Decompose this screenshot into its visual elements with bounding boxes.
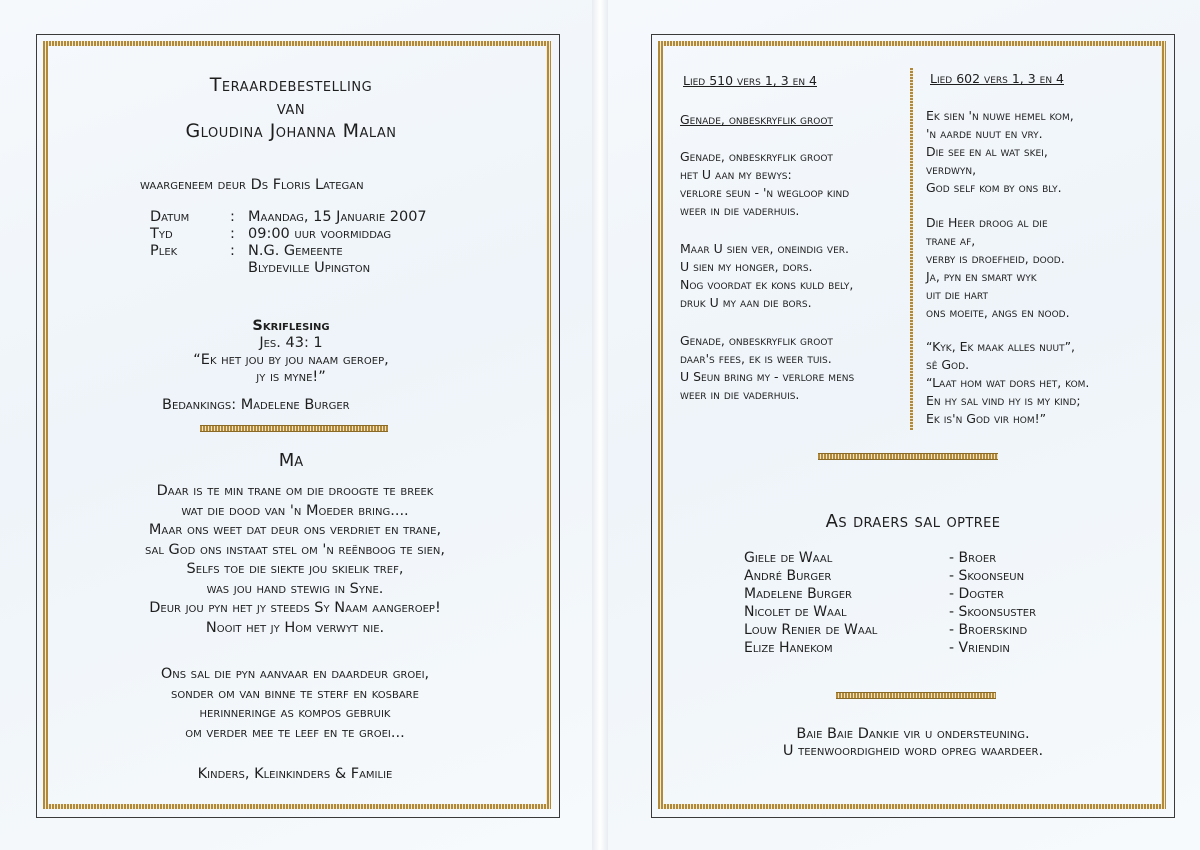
heading-line: Teraardebestelling (209, 74, 373, 96)
bearer-name: Giele de Waal (744, 550, 833, 566)
detail-sep: : (230, 209, 235, 225)
poem-line: herinneringe as kompos gebruik (199, 705, 391, 721)
hymn-line: verby is droefheid, dood. (926, 251, 1065, 266)
hymn-line: sê God. (926, 357, 970, 372)
scripture-ref: Jes. 43: 1 (259, 335, 323, 351)
hymn-line: U Seun bring my - verlore mens (680, 369, 855, 384)
heading-line: van (276, 97, 306, 119)
hymn-line: 'n aarde nuut en vry. (926, 126, 1043, 141)
scripture-line: “Ek het jou by jou naam geroep, (193, 352, 389, 368)
detail-value: N.G. Gemeente (248, 243, 343, 259)
hymn-line: En hy sal vind hy is my kind; (926, 393, 1081, 408)
detail-label: Tyd (150, 226, 173, 242)
bearer-name: Louw Renier de Waal (744, 622, 878, 638)
bearer-name: André Burger (744, 568, 832, 584)
hymn-line: Ek sien 'n nuwe hemel kom, (926, 108, 1074, 123)
hymn2-stanza (926, 214, 1070, 322)
hymn-line: uit die hart (926, 287, 988, 302)
bearer-name: Elize Hanekom (744, 640, 833, 656)
divider (836, 692, 996, 699)
bearer-role: - Skoonsuster (949, 604, 1037, 620)
closing-line: U teenwoordigheid word opreg waardeer. (782, 743, 1044, 759)
hymn-line: trane af, (926, 233, 976, 248)
hymn-line: verlore seun - 'n wegloop kind (680, 185, 850, 200)
hymn1-stanza (680, 332, 854, 404)
detail-label: Plek (150, 243, 178, 259)
hymn-line: “Kyk, Ek maak alles nuut”, (926, 339, 1076, 354)
detail-value: 09:00 uur voormiddag (248, 226, 392, 242)
bearers-title: As draers sal optree (825, 511, 1001, 532)
poem-line: Nooit het jy Hom verwyt nie. (205, 619, 385, 636)
officiant: waargeneem deur Ds Floris Lategan (140, 177, 364, 193)
bearer-name: Madelene Burger (744, 586, 852, 602)
bearer-role: - Dogter (949, 586, 1004, 602)
hymn1-title: Lied 510 vers 1, 3 en 4 (683, 73, 817, 88)
hymn-line: ons moeite, angs en nood. (926, 305, 1070, 320)
hymn-line: Ek is'n God vir hom!” (926, 411, 1047, 426)
poem-line: sonder om van binne te sterf en kosbare (171, 685, 419, 702)
poem-line: Deur jou pyn het jy steeds Sy Naam aangeroep! (149, 600, 441, 616)
scripture-title: Skriflesing (252, 318, 330, 334)
right-page (608, 0, 1200, 850)
bearer-role: - Broer (949, 550, 997, 566)
hymn-line: weer in die vaderhuis. (680, 203, 800, 218)
poem-line: was jou hand stewig in Syne. (206, 580, 384, 597)
hymn-line: het U aan my bewys: (680, 167, 792, 182)
detail-value: Maandag, 15 Januarie 2007 (248, 209, 427, 225)
service-details (150, 209, 488, 277)
bearer-role: - Broerskind (949, 622, 1028, 638)
poem-line: om verder mee te leef en te groei... (185, 724, 405, 741)
detail-sep: : (230, 243, 235, 259)
page-fold (592, 0, 608, 850)
poem-line: Selfs toe die siekte jou skielik tref, (186, 561, 404, 577)
detail-sep: : (230, 226, 235, 242)
hymn-line: druk U my aan die bors. (680, 295, 812, 310)
thanks-line: Bedankings: Madelene Burger (162, 397, 350, 413)
divider (818, 453, 998, 460)
bearer-role: - Vriendin (949, 640, 1010, 656)
hymn-line: Die see en al wat skei, (926, 144, 1048, 159)
poem-stanza-2 (60, 665, 530, 743)
bearers-list (744, 549, 1079, 657)
hymn-line: weer in die vaderhuis. (680, 387, 800, 402)
scripture-line: jy is myne!” (256, 369, 326, 385)
hymn1-stanza (680, 240, 853, 312)
detail-label: Datum (150, 209, 190, 225)
column-divider (910, 68, 913, 430)
funeral-heading (60, 74, 522, 143)
poem-line: Ons sal die pyn aanvaar en daardeur groei, (160, 666, 430, 682)
poem-line: Daar is te min trane om die droogte te breek (156, 483, 434, 499)
poem-title: Ma (278, 450, 304, 471)
detail-label (150, 260, 230, 277)
poem-line: sal God ons instaat stel om 'n reënboog te sien, (144, 541, 446, 558)
hymn-line: Nog voordat ek kons kuld bely, (680, 277, 854, 292)
poem-stanza-1 (60, 482, 530, 638)
hymn-line: Ja, pyn en smart wyk (926, 269, 1037, 284)
hymn2-stanza (926, 338, 1089, 428)
hymn-line: “Laat hom wat dors het, kom. (926, 375, 1090, 390)
hymn-line: God self kom by ons bly. (926, 180, 1062, 195)
hymn-line: Die Heer droog al die (926, 215, 1048, 230)
bearer-name: Nicolet de Waal (744, 604, 847, 620)
hymn2-title: Lied 602 vers 1, 3 en 4 (930, 71, 1064, 86)
hymn-line: Genade, onbeskryflik groot (680, 149, 833, 164)
closing-line: Baie Baie Dankie vir u ondersteuning. (796, 726, 1030, 742)
hymn1-stanza (680, 148, 849, 220)
divider (200, 425, 388, 432)
poem-line: Maar ons weet dat deur ons verdriet en trane, (148, 522, 442, 538)
hymn-line: daar's fees, ek is weer tuis. (680, 351, 832, 366)
left-page (0, 0, 592, 850)
hymn-line: verdwyn, (926, 162, 977, 177)
signoff: Kinders, Kleinkinders & Familie (197, 766, 393, 782)
scripture-block (60, 318, 522, 386)
poem-line: wat die dood van 'n Moeder bring.... (181, 502, 409, 519)
hymn-line: Maar U sien ver, oneindig ver. (680, 241, 849, 256)
detail-sep (230, 260, 248, 277)
hymn1-subtitle: Genade, onbeskryflik groot (680, 112, 833, 127)
closing-message (668, 726, 1158, 760)
hymn-line: U sien my honger, dors. (680, 259, 813, 274)
bearer-role: - Skoonseun (949, 568, 1025, 584)
hymn-line: Genade, onbeskryflik groot (680, 333, 833, 348)
detail-value: Blydeville Upington (248, 260, 371, 276)
hymn2-stanza (926, 107, 1074, 197)
heading-line: Gloudina Johanna Malan (185, 120, 397, 142)
